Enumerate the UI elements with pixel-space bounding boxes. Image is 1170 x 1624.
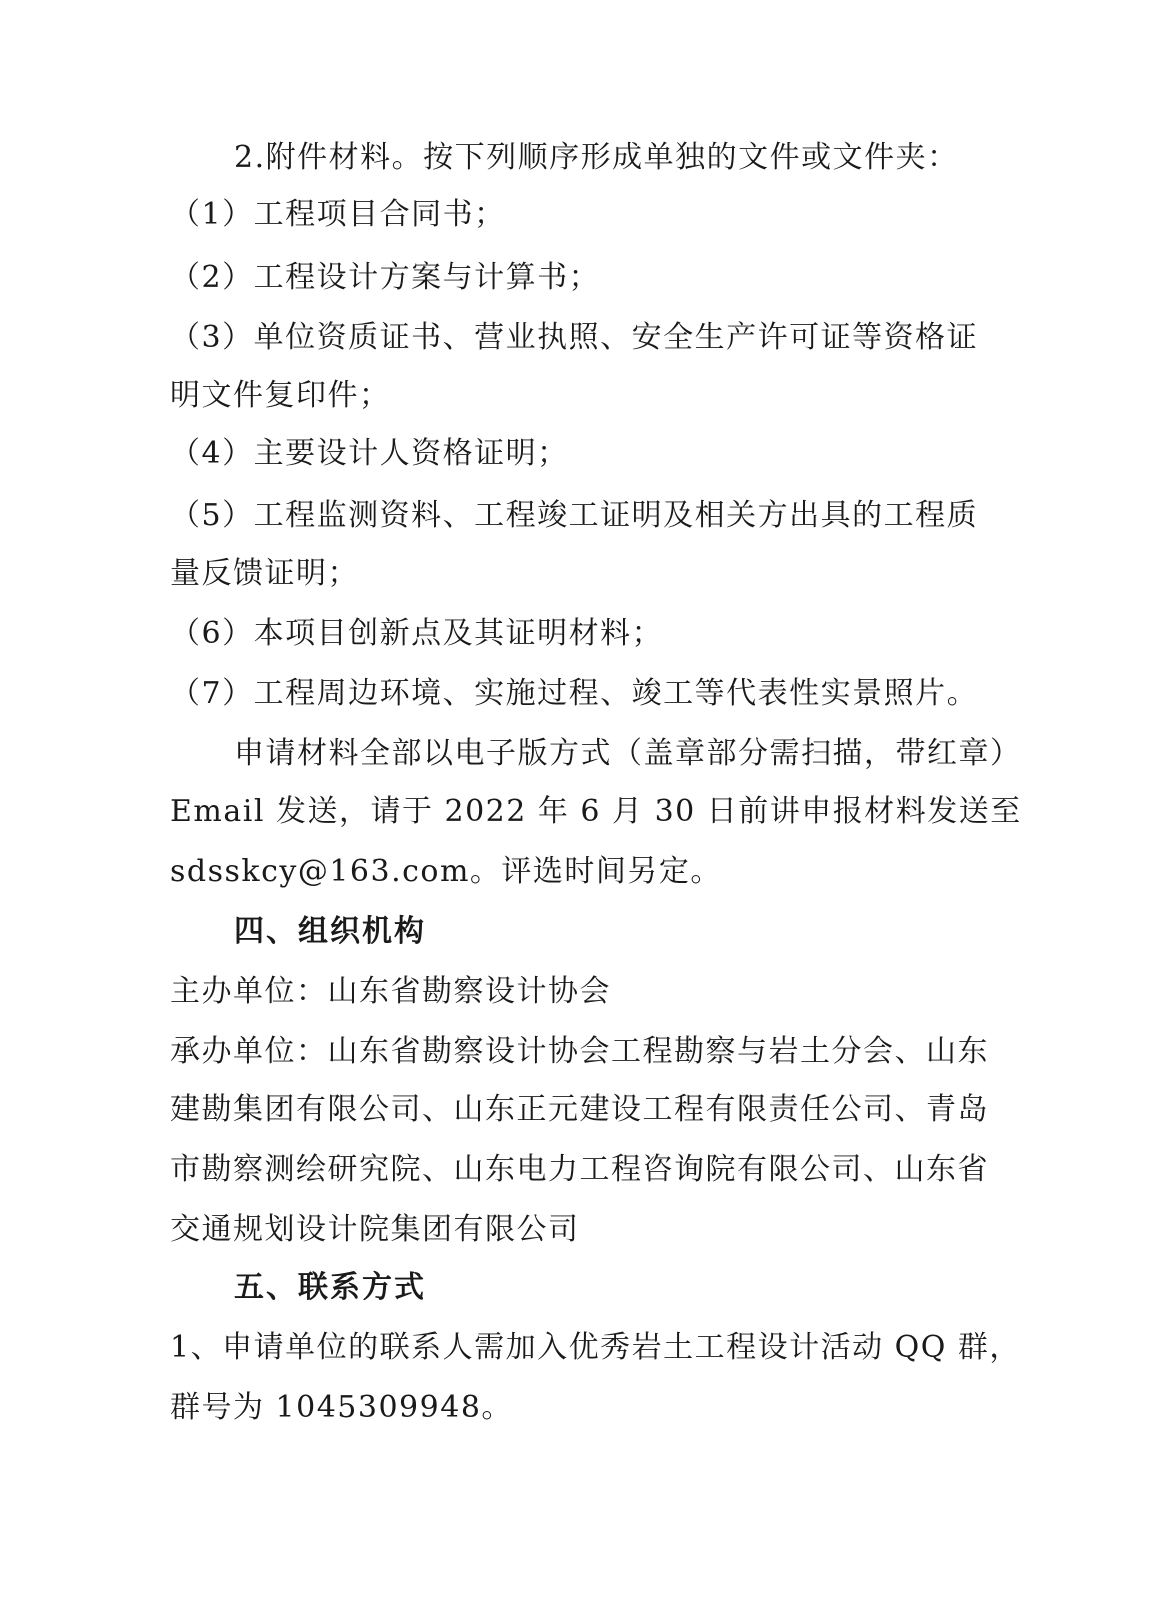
attachment-item-6: （6）本项目创新点及其证明材料；	[170, 616, 664, 651]
section-heading-contact: 五、联系方式	[234, 1270, 426, 1305]
attachment-item-1: （1）工程项目合同书；	[170, 197, 506, 232]
attachment-item-5-line-2: 量反馈证明；	[170, 556, 359, 591]
host-unit: 主办单位：山东省勘察设计协会	[170, 974, 611, 1009]
organizer-line-2: 建勘集团有限公司、山东正元建设工程有限责任公司、青岛	[170, 1092, 989, 1127]
attachment-item-4: （4）主要设计人资格证明；	[170, 436, 569, 471]
submission-line-1: 申请材料全部以电子版方式（盖章部分需扫描，带红章）	[234, 736, 1022, 771]
attachment-item-3-line-1: （3）单位资质证书、营业执照、安全生产许可证等资格证	[170, 320, 979, 355]
contact-line-1: 1、申请单位的联系人需加入优秀岩土工程设计活动 QQ 群，	[170, 1330, 1021, 1365]
organizer-line-3: 市勘察测绘研究院、山东电力工程咨询院有限公司、山东省	[170, 1152, 989, 1187]
attachment-item-3-line-2: 明文件复印件；	[170, 378, 391, 413]
section-heading-organization: 四、组织机构	[234, 914, 426, 949]
submission-line-3: sdsskcy@163.com。评选时间另定。	[170, 854, 722, 889]
attachment-item-7: （7）工程周边环境、实施过程、竣工等代表性实景照片。	[170, 676, 979, 711]
attachment-item-2: （2）工程设计方案与计算书；	[170, 260, 601, 295]
organizer-line-1: 承办单位：山东省勘察设计协会工程勘察与岩土分会、山东	[170, 1034, 989, 1069]
attachments-intro: 2.附件材料。按下列顺序形成单独的文件或文件夹：	[234, 140, 959, 175]
attachment-item-5-line-1: （5）工程监测资料、工程竣工证明及相关方出具的工程质	[170, 498, 979, 533]
organizer-line-4: 交通规划设计院集团有限公司	[170, 1212, 580, 1247]
contact-line-2: 群号为 1045309948。	[170, 1390, 513, 1425]
submission-line-2: Email 发送，请于 2022 年 6 月 30 日前讲申报材料发送至	[170, 794, 1022, 829]
